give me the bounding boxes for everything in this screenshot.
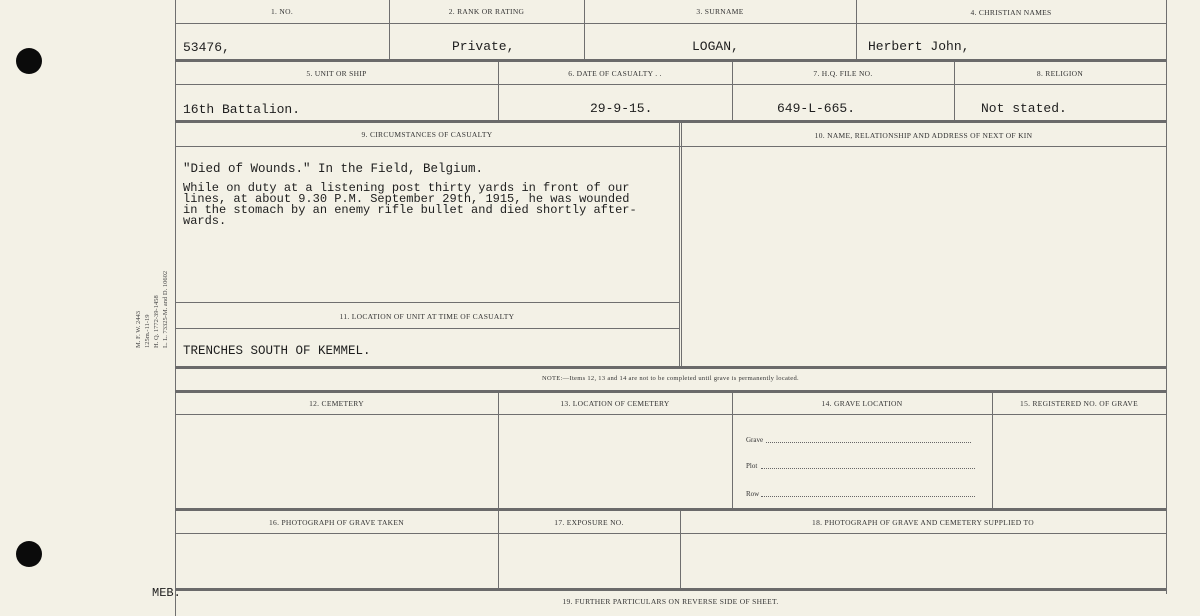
clerk-initials: MEB. [152,586,181,600]
row2-label-rule [175,84,1166,85]
row5-label-rule [175,533,1166,534]
hq-file-value: 649-L-665. [777,101,856,116]
row3-sep-b [681,123,682,368]
row4-sep-2 [732,393,733,509]
grave-field-label: Grave [746,436,764,444]
rank-label: 2. RANK OR RATING [448,7,525,16]
no-label: 1. NO. [270,7,293,16]
note-text: NOTE:—Items 12, 13 and 14 are not to be completed until grave is permanently located. [542,375,799,382]
plot-field-line [761,468,975,469]
location-label-rule [175,328,679,329]
photo-supplied-label: 18. PHOTOGRAPH OF GRAVE AND CEMETERY SUPPLIED TO [812,518,1034,527]
surname-label: 3. SURNAME [696,7,744,16]
unit-label: 5. UNIT OR SHIP [306,69,367,78]
location-value: TRENCHES SOUTH OF KEMMEL. [183,344,371,358]
row-field-line [761,496,975,497]
row4-sep-3 [992,393,993,509]
circumstances-label: 9. CIRCUMSTANCES OF CASUALTY [361,130,493,139]
row5-bottom-rule [175,588,1166,591]
row1-bottom-rule [175,59,1166,62]
row3-label-rule [175,146,1166,147]
row-field-label: Row [746,490,760,498]
registered-no-label: 15. REGISTERED NO. OF GRAVE [1020,399,1138,408]
exposure-no-label: 17. EXPOSURE NO. [554,518,624,527]
circumstances-heading: "Died of Wounds." In the Field, Belgium. [183,162,484,176]
punch-hole-top [16,48,42,74]
rank-value: Private, [452,39,515,54]
grave-location-label: 14. GRAVE LOCATION [821,399,903,408]
location-of-cemetery-label: 13. LOCATION OF CEMETERY [560,399,670,408]
service-number: 53476, [183,40,230,55]
unit-value: 16th Battalion. [183,102,301,117]
date-of-casualty-value: 29-9-15. [590,101,653,116]
religion-value: Not stated. [981,101,1067,116]
cemetery-label: 12. CEMETERY [309,399,364,408]
note-bottom-rule [175,390,1166,393]
row2-bottom-rule [175,120,1166,123]
side-form-number: M. F. W. 2443 125m.-11-19 H. Q. 1772-39-1458 L. L. 73325-M. and D. 10602 [135,270,169,348]
row1-label-rule [175,23,1166,24]
plot-field-label: Plot [746,462,758,470]
location-top-rule [175,302,679,303]
religion-label: 8. RELIGION [1036,69,1084,78]
circumstances-body: While on duty at a listening post thirty yards in front of our lines, at about 9.30 P.M. September 29th, 1915, he was wounded in the stomach by an enemy rifle bullet and died shortly after- wards. [183,181,637,228]
grave-field-line [766,442,971,443]
punch-hole-bottom [16,541,42,567]
frame-right [1166,0,1167,594]
row4-bottom-rule [175,508,1166,511]
next-of-kin-label: 10. NAME, RELATIONSHIP AND ADDRESS OF NEXT OF KIN [814,131,1033,140]
location-label: 11. LOCATION OF UNIT AT TIME OF CASUALTY [339,312,515,321]
row3-sep [679,123,680,368]
christian-names-label: 4. CHRISTIAN NAMES [970,8,1052,17]
hq-file-label: 7. H.Q. FILE NO. [813,69,873,78]
row3-bottom-rule [175,366,1166,369]
row4-sep-1 [498,393,499,509]
photo-taken-label: 16. PHOTOGRAPH OF GRAVE TAKEN [269,518,404,527]
surname-value: LOGAN, [692,39,739,54]
row4-label-rule [175,414,1166,415]
date-of-casualty-label: 6. DATE OF CASUALTY . . [568,69,662,78]
christian-names-value: Herbert John, [868,39,970,54]
further-particulars: 19. FURTHER PARTICULARS ON REVERSE SIDE OF SHEET. [562,597,779,606]
